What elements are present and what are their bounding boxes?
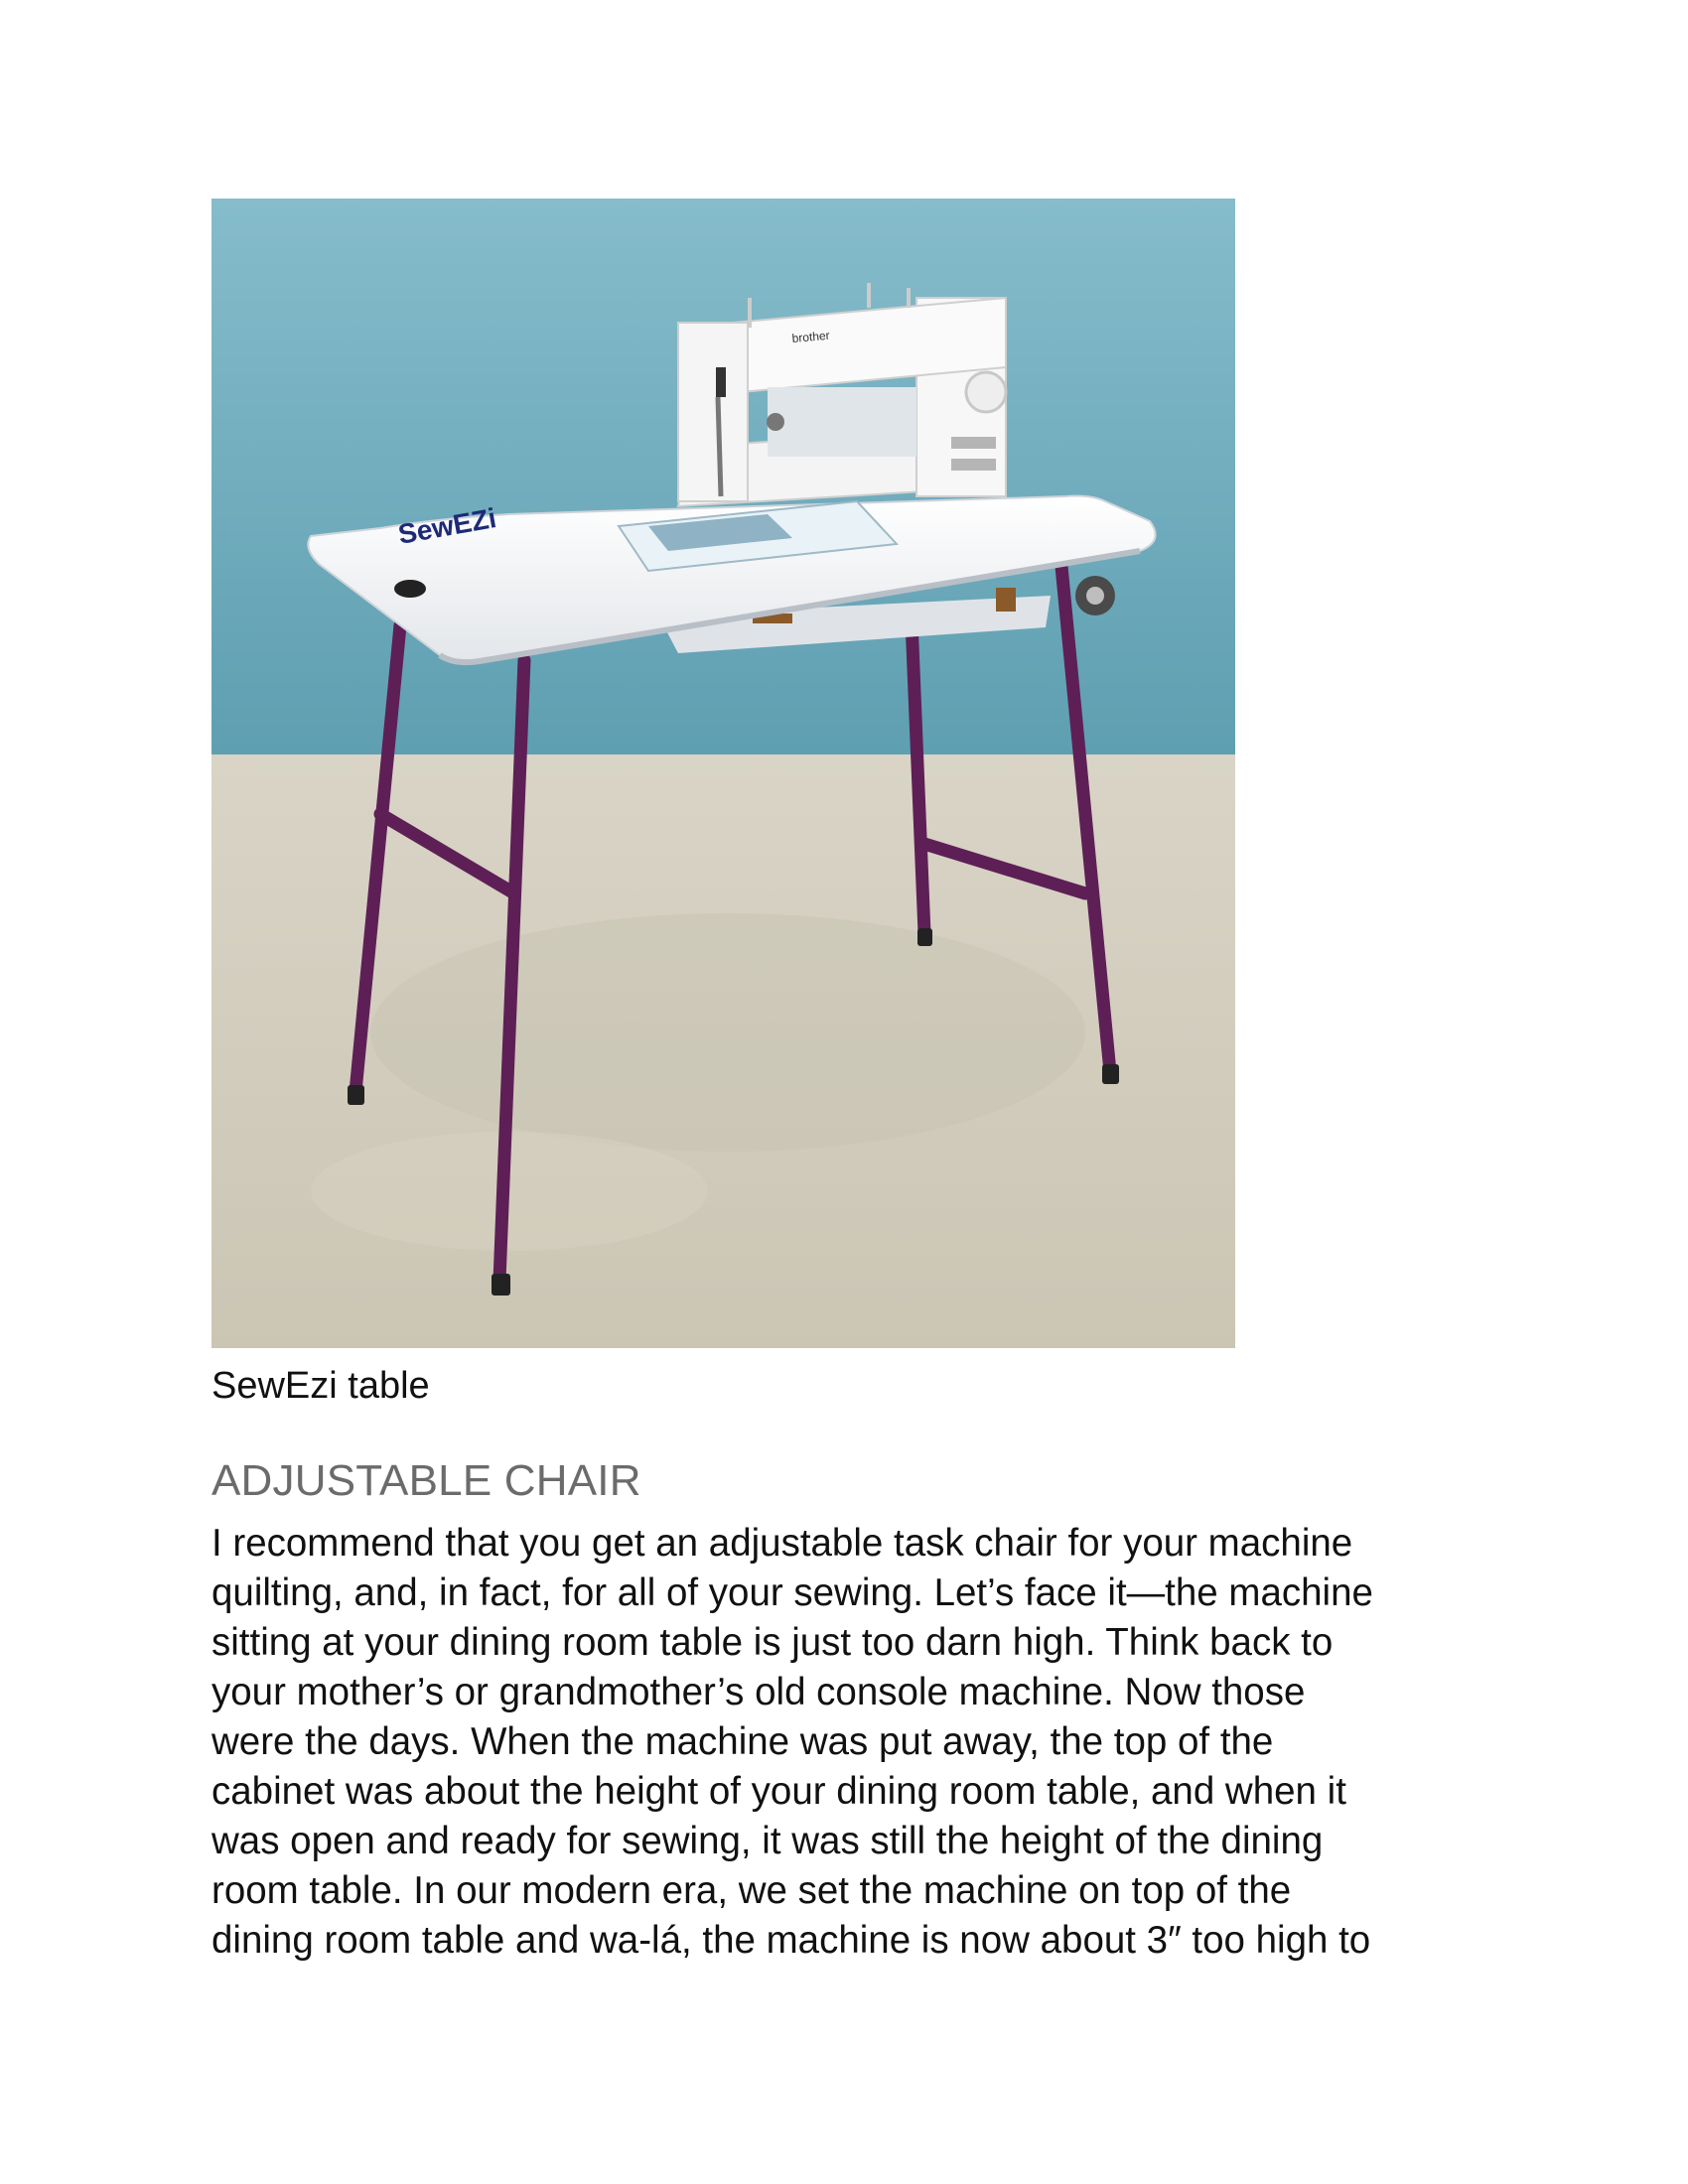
figure-caption: SewEzi table: [211, 1365, 430, 1407]
paragraph-line: I recommend that you get an adjustable task chair for your machine: [211, 1522, 1353, 1565]
paragraph-line: was open and ready for sewing, it was still the height of the dining: [211, 1820, 1324, 1862]
paragraph-line: cabinet was about the height of your dining room table, and when it: [211, 1770, 1346, 1813]
paragraph-line: sitting at your dining room table is just too darn high. Think back to: [211, 1621, 1334, 1664]
body-paragraph: [211, 1519, 1502, 1966]
paragraph-line: dining room table and wa-lá, the machine is now about 3″ too high to: [211, 1919, 1371, 1962]
paragraph-line: your mother’s or grandmother’s old console machine. Now those: [211, 1671, 1306, 1713]
sewezi-table-photo: [211, 199, 1235, 1348]
table-logo: SewEZi: [395, 502, 499, 550]
paragraph-line: were the days. When the machine was put away, the top of the: [211, 1720, 1274, 1763]
paragraph-line: quilting, and, in fact, for all of your sewing. Let’s face it—the machine: [211, 1571, 1373, 1614]
section-heading: ADJUSTABLE CHAIR: [211, 1456, 641, 1505]
machine-brand: brother: [791, 328, 831, 345]
paragraph-line: room table. In our modern era, we set the machine on top of the: [211, 1869, 1292, 1912]
